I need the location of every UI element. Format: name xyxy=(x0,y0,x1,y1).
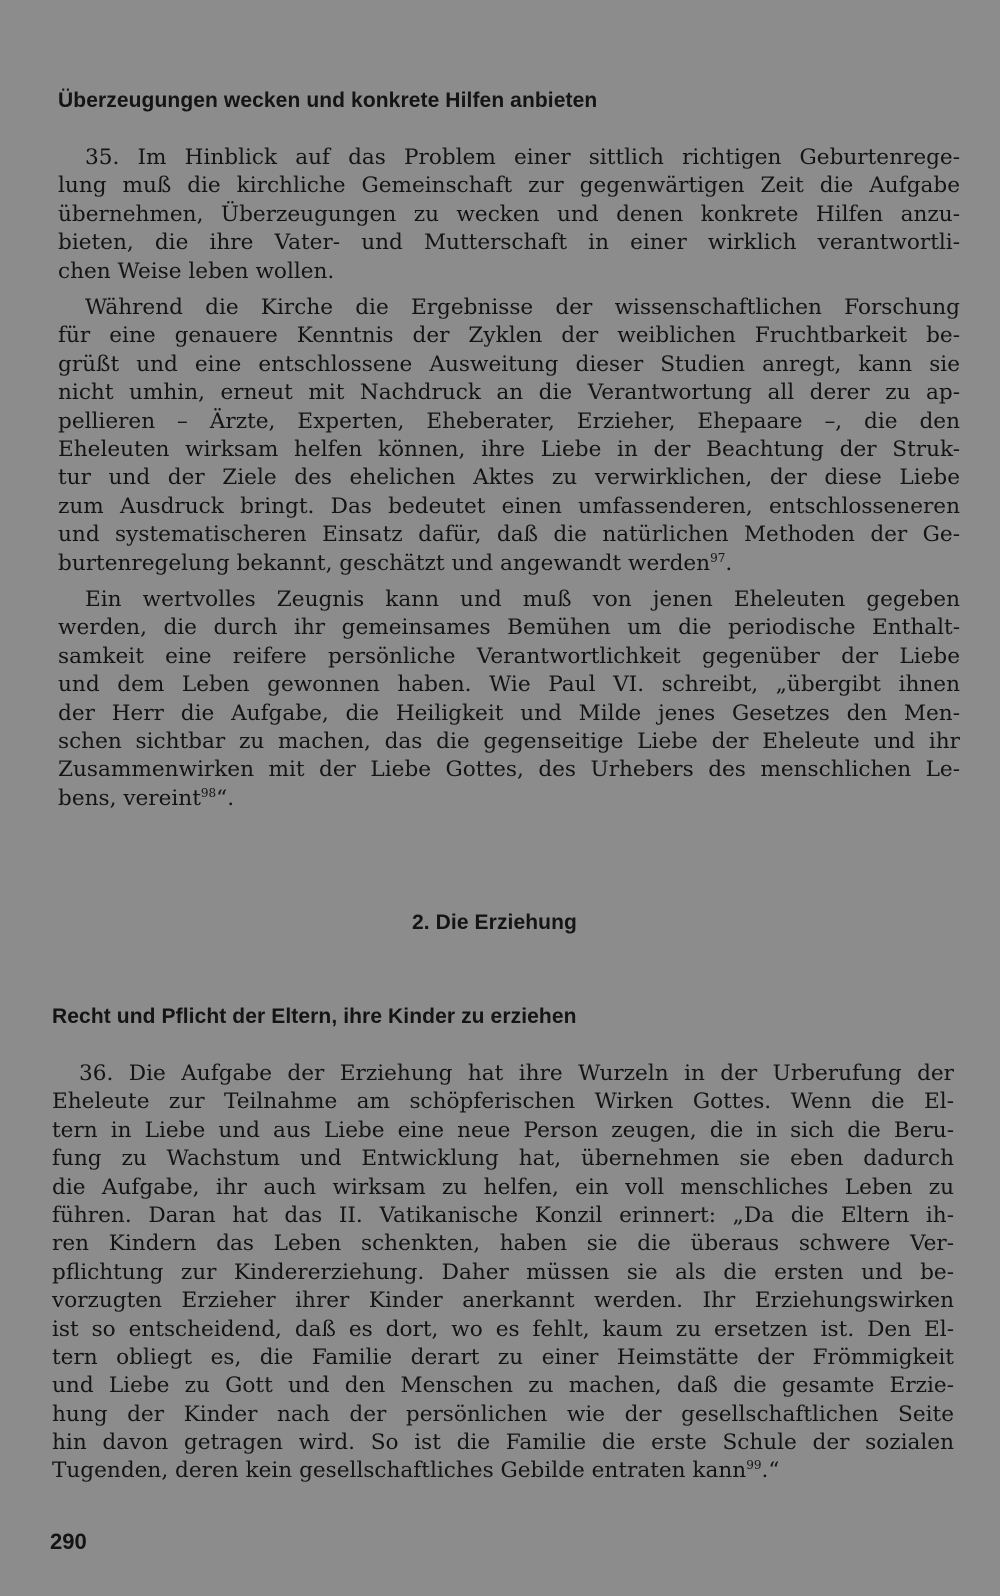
text-line: samkeit eine reifere persönliche Verantwortlichkeit gegenüber der Liebe xyxy=(58,643,960,669)
paragraph-35-research xyxy=(58,294,960,578)
text-line: ren Kindern das Leben schenkten, haben sie die überaus schwere Ver- xyxy=(52,1231,954,1257)
text-line: tern obliegt es, die Familie derart zu einer Heimstätte der Frömmigkeit xyxy=(52,1344,954,1370)
paragraph-36 xyxy=(52,1060,954,1486)
text-line: und systematischeren Einsatz dafür, daß die natürlichen Methoden der Ge- xyxy=(58,522,960,548)
page-number: 290 xyxy=(50,1529,87,1554)
footnote-marker: 98 xyxy=(200,785,217,800)
text-line: tur und der Ziele des ehelichen Aktes zu verwirklichen, der diese Liebe xyxy=(58,465,960,491)
text-line-end: . xyxy=(725,550,733,576)
text-line: nicht umhin, erneut mit Nachdruck an die Verantwortung all derer zu ap- xyxy=(58,380,960,406)
text-line: Zusammenwirken mit der Liebe Gottes, des Urhebers des menschlichen Le- xyxy=(58,757,960,783)
text-line: und Liebe zu Gott und den Menschen zu machen, daß die gesamte Erzie- xyxy=(52,1373,954,1399)
text-line: grüßt und eine entschlossene Ausweitung dieser Studien anregt, kann sie xyxy=(58,351,960,377)
text-line: lung muß die kirchliche Gemeinschaft zur gegenwärtigen Zeit die Aufgabe xyxy=(58,173,960,199)
text-line: pellieren – Ärzte, Experten, Eheberater, Erzieher, Ehepaare –, die den xyxy=(58,408,960,434)
text-line-content: burtenregelung bekannt, geschätzt und angewandt werden xyxy=(58,550,711,576)
text-line: der Herr die Aufgabe, die Heiligkeit und Milde jenes Gesetzes den Men- xyxy=(58,700,960,726)
chapter-heading: 2. Die Erziehung xyxy=(412,911,577,934)
text-line: ist so entscheidend, daß es dort, wo es fehlt, kaum zu ersetzen ist. Den El- xyxy=(52,1316,954,1342)
text-line-content: bens, vereint xyxy=(58,785,201,811)
text-line-end: “. xyxy=(216,785,235,811)
text-line: Eheleute zur Teilnahme am schöpferischen Wirken Gottes. Wenn die El- xyxy=(52,1089,954,1115)
text-line: schen sichtbar zu machen, das die gegenseitige Liebe der Eheleute und ihr xyxy=(58,728,960,754)
text-line: Eheleuten wirksam helfen können, ihre Liebe in der Beachtung der Struk- xyxy=(58,436,960,462)
text-line: übernehmen, Überzeugungen zu wecken und denen konkrete Hilfen anzu- xyxy=(58,201,960,227)
text-line: vorzugten Erzieher ihrer Kinder anerkannt werden. Ihr Erziehungswirken xyxy=(52,1288,954,1314)
text-line: Während die Kirche die Ergebnisse der wissenschaftlichen Forschung xyxy=(85,295,960,320)
text-line-end: .“ xyxy=(761,1458,780,1484)
text-line: pflichtung zur Kindererziehung. Daher müssen sie als die ersten und be- xyxy=(52,1259,954,1285)
footnote-marker: 99 xyxy=(746,1458,762,1473)
text-line: und dem Leben gewonnen haben. Wie Paul VI. schreibt, „übergibt ihnen xyxy=(58,672,960,698)
text-line: werden, die durch ihr gemeinsames Bemühen um die periodische Enthalt- xyxy=(58,615,960,641)
text-line: tern in Liebe und aus Liebe eine neue Person zeugen, die in sich die Beru- xyxy=(52,1117,954,1143)
text-line: hung der Kinder nach der persönlichen wie der gesellschaftlichen Seite xyxy=(52,1401,954,1427)
text-line: die Aufgabe, ihr auch wirksam zu helfen, ein voll menschliches Leben zu xyxy=(52,1174,954,1200)
text-line: chen Weise leben wollen. xyxy=(58,258,335,284)
text-line: fung zu Wachstum und Entwicklung hat, übernehmen sie eben dadurch xyxy=(52,1146,954,1172)
text-line: Ein wertvolles Zeugnis kann und muß von jenen Eheleuten gegeben xyxy=(85,587,960,612)
text-line: für eine genauere Kenntnis der Zyklen der weiblichen Fruchtbarkeit be- xyxy=(58,323,960,349)
text-line: bieten, die ihre Vater- und Mutterschaft in einer wirklich verantwortli- xyxy=(58,230,960,256)
footnote-marker: 97 xyxy=(710,550,726,565)
paragraph-35-testimony xyxy=(58,586,960,813)
text-line: führen. Daran hat das II. Vatikanische Konzil erinnert: „Da die Eltern ih- xyxy=(52,1202,954,1228)
text-line: 35. Im Hinblick auf das Problem einer sittlich richtigen Geburtenrege- xyxy=(85,145,960,170)
text-line: hin davon getragen wird. So ist die Familie die erste Schule der sozialen xyxy=(52,1430,954,1456)
text-line: 36. Die Aufgabe der Erziehung hat ihre Wurzeln in der Urberufung der xyxy=(79,1061,954,1086)
paragraph-35-intro xyxy=(58,144,960,286)
text-line xyxy=(58,550,960,578)
text-line-content: Tugenden, deren kein gesellschaftliches Gebilde entraten kann xyxy=(52,1458,747,1484)
subsection-heading: Recht und Pflicht der Eltern, ihre Kinder zu erziehen xyxy=(52,1005,577,1028)
text-line: zum Ausdruck bringt. Das bedeutet einen umfassenderen, entschlosseneren xyxy=(58,493,960,519)
text-line xyxy=(52,1457,954,1485)
text-line xyxy=(58,785,960,813)
section-heading: Überzeugungen wecken und konkrete Hilfen anbieten xyxy=(58,89,598,112)
